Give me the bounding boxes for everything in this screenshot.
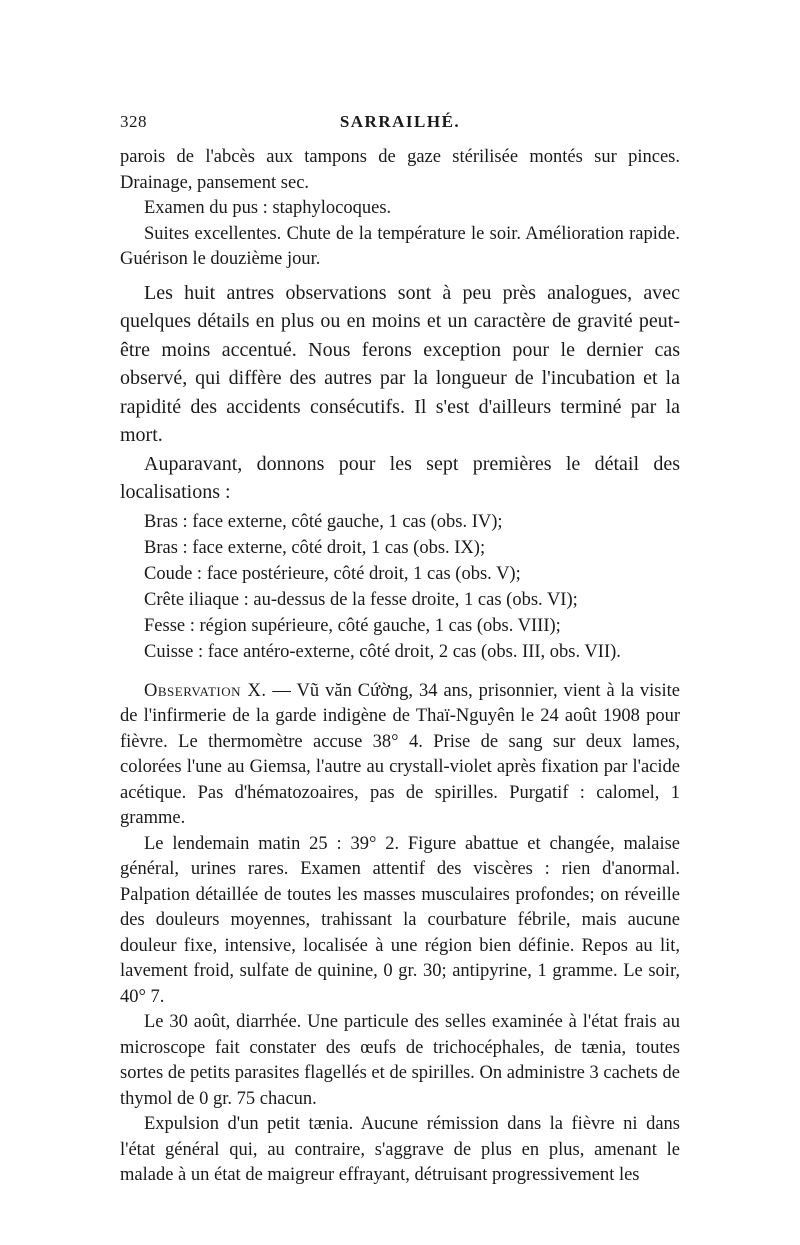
paragraph-30-aout: Le 30 août, diarrhée. Une particule des selles examinée à l'état frais au microscope fait constater des œufs de trichocéphales, de tænia, toutes sortes de petits parasites flagellés et de spirilles. On administre 3 cachets de thymol de 0 gr. 75 chacun.: [120, 1012, 680, 1109]
paragraph-localisations-intro: Auparavant, donnons pour les sept premières le détail des localisations :: [120, 452, 680, 503]
paragraph-observation-x: [120, 679, 680, 832]
list-item: Fesse : région supérieure, côté gauche, 1 cas (obs. VIII);: [144, 615, 561, 636]
paragraph-continuation: parois de l'abcès aux tampons de gaze stérilisée montés sur pinces. Drainage, pansement sec.: [120, 147, 680, 193]
list-item: Crête iliaque : au-dessus de la fesse droite, 1 cas (obs. VI);: [144, 589, 578, 610]
list-item: Cuisse : face antéro-externe, côté droit, 2 cas (obs. III, obs. VII).: [144, 641, 621, 662]
paragraph-pus-exam: Examen du pus : staphylocoques.: [144, 198, 392, 218]
page-header: [120, 112, 680, 142]
observation-text: — Vũ văn Cứờng, 34 ans, prisonnier, vient à la visite de l'infirmerie de la garde indigène de Thaï-Nguyên le 24 août 1908 pour fièvre. Le thermomètre accuse 38° 4. Prise de sang sur deux lames, colorées l'une au Giemsa, l'autre au crystall-violet après fixation par l'acide acétique. Pas d'hématozoaires, pas de spirilles. Purgatif : calomel, 1 gramme.: [120, 680, 681, 828]
localisations-list: [120, 509, 680, 665]
paragraph-expulsion: Expulsion d'un petit tænia. Aucune rémission dans la fièvre ni dans l'état général qui, au contraire, s'aggrave de plus en plus, amenant le malade à un état de maigreur effrayant, détruisant progressivement les: [120, 1114, 680, 1185]
paragraph-lendemain: Le lendemain matin 25 : 39° 2. Figure abattue et changée, malaise général, urines rares. Examen attentif des viscères : rien d'anormal. Palpation détaillée de toutes les masses musculaires profondes; on réveille des douleurs moyennes, trahissant la courbature fébrile, mais aucune douleur fixe, intensive, localisée à une région bien définie. Repos au lit, lavement froid, sulfate de quinine, 0 gr. 30; antipyrine, 1 gramme. Le soir, 40° 7.: [120, 833, 680, 1007]
list-item: Bras : face externe, côté gauche, 1 cas (obs. IV);: [144, 511, 503, 532]
page-number: 328: [120, 112, 147, 131]
paragraph-other-observations: Les huit antres observations sont à peu près analogues, avec quelques détails en plus ou en moins et un caractère de gravité peut-être moins accentué. Nous ferons exception pour le dernier cas observé, qui diffère des autres par la longueur de l'incubation et la rapidité des accidents consécutifs. Il s'est d'ailleurs terminé par la mort.: [120, 281, 680, 446]
running-title: SARRAILHÉ.: [339, 112, 461, 131]
list-item: Bras : face externe, côté droit, 1 cas (obs. IX);: [144, 537, 486, 558]
body-text: [120, 145, 680, 1189]
paragraph-suites: Suites excellentes. Chute de la température le soir. Amélioration rapide. Guérison le douzième jour.: [120, 223, 680, 269]
observation-heading: Observation X.: [144, 680, 267, 701]
list-item: Coude : face postérieure, côté droit, 1 cas (obs. V);: [144, 563, 521, 584]
